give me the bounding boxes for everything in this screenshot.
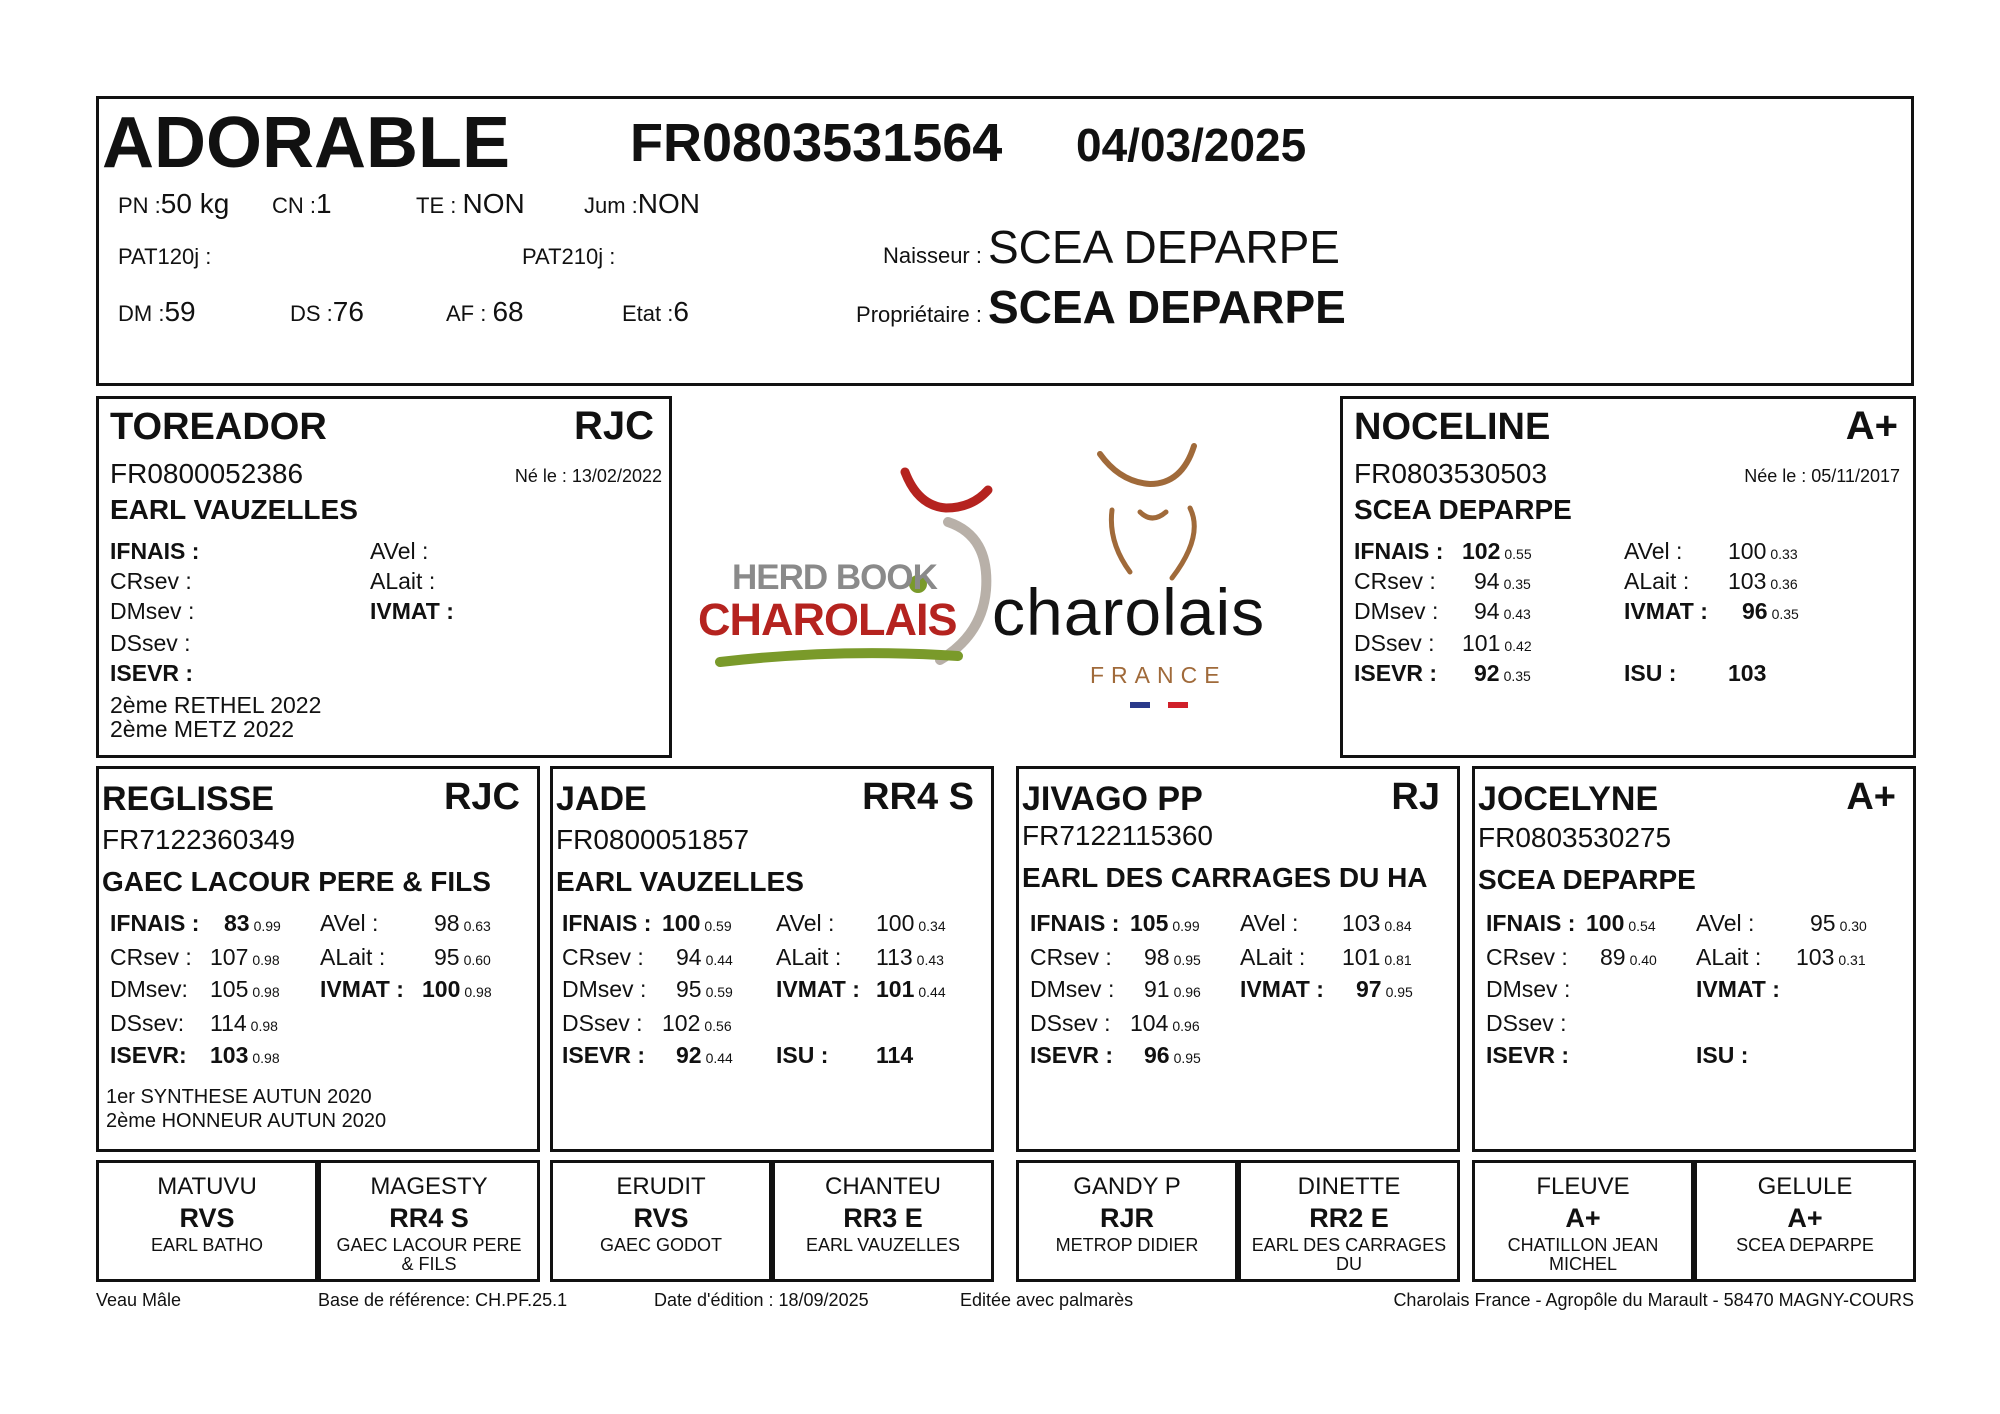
gp-isu-label: ISU : bbox=[776, 1042, 829, 1068]
ggp-grade: RVS bbox=[633, 1203, 689, 1233]
gp-alait-label: ALait : bbox=[776, 944, 842, 970]
gp-ifnais-label: IFNAIS : bbox=[1030, 910, 1120, 936]
gp-ivmat-label: IVMAT : bbox=[776, 976, 860, 1002]
dam-crsev-value: 94 0.35 bbox=[1474, 568, 1531, 594]
gp-crsev-label: CRsev : bbox=[1486, 944, 1568, 970]
gp-avel-label: AVel : bbox=[320, 910, 379, 936]
gp-id: FR7122360349 bbox=[102, 824, 296, 855]
footer-sex: Veau Mâle bbox=[96, 1290, 182, 1310]
dam-ifnais-label: IFNAIS : bbox=[1354, 538, 1444, 564]
dam-dmsev-label: DMsev : bbox=[1354, 598, 1439, 624]
ggp-grade: A+ bbox=[1787, 1203, 1823, 1233]
pn-field: PN :50 kg bbox=[118, 188, 230, 219]
gp-dssev-label: DSsev : bbox=[562, 1010, 643, 1036]
charolais-wordmark: charolais bbox=[992, 575, 1266, 649]
france-wordmark: FRANCE bbox=[1090, 662, 1227, 688]
dam-ivmat-value: 96 0.35 bbox=[1742, 598, 1799, 624]
gp-dmsev-label: DMsev : bbox=[1486, 976, 1571, 1002]
gp-ifnais-label: IFNAIS : bbox=[110, 910, 200, 936]
gp-grade: A+ bbox=[1846, 776, 1896, 818]
gp-isevr-label: ISEVR: bbox=[110, 1042, 187, 1068]
animal-name: ADORABLE bbox=[102, 103, 510, 183]
gp-breeder: EARL VAUZELLES bbox=[556, 866, 804, 897]
herdbook-text-1: HERD BOOK bbox=[732, 558, 937, 597]
ggp-cell bbox=[318, 1160, 540, 1282]
gp-name: REGLISSE bbox=[102, 780, 274, 818]
gp-breeder: EARL DES CARRAGES DU HA bbox=[1022, 862, 1428, 893]
dam-isu-value: 103 bbox=[1728, 660, 1767, 686]
sire-id: FR0800052386 bbox=[110, 458, 304, 489]
ggp-cell bbox=[96, 1160, 318, 1282]
gp-crsev-label: CRsev : bbox=[110, 944, 192, 970]
dam-alait-label: ALait : bbox=[1624, 568, 1690, 594]
gp-palmares-1: 1er SYNTHESE AUTUN 2020 bbox=[106, 1086, 372, 1108]
charolais-france-logo bbox=[990, 432, 1330, 722]
dam-breeder: SCEA DEPARPE bbox=[1354, 494, 1572, 525]
gp-dssev-value: 102 0.56 bbox=[662, 1010, 732, 1036]
ggp-grade: RR2 E bbox=[1309, 1203, 1389, 1233]
sire-isevr-label: ISEVR : bbox=[110, 660, 194, 686]
gp-avel-value: 98 0.63 bbox=[434, 910, 491, 936]
dam-alait-value: 103 0.36 bbox=[1728, 568, 1798, 594]
naisseur-value: SCEA DEPARPE bbox=[988, 221, 1340, 273]
sire-crsev-label: CRsev : bbox=[110, 568, 192, 594]
cn-field: CN :1 bbox=[272, 188, 332, 219]
gp-isu-value: 114 bbox=[876, 1042, 914, 1068]
gp-isevr-value: 96 0.95 bbox=[1144, 1042, 1201, 1068]
flag-blue-bar bbox=[1130, 702, 1150, 708]
ggp-owner: GAEC LACOUR PERE & FILS bbox=[336, 1235, 522, 1274]
ggp-name: GANDY P bbox=[1073, 1173, 1181, 1200]
gp-grade: RJC bbox=[443, 776, 520, 818]
animal-id: FR0803531564 bbox=[630, 113, 1003, 173]
ggp-owner: METROP DIDIER bbox=[1055, 1235, 1199, 1255]
gp-breeder: SCEA DEPARPE bbox=[1478, 864, 1696, 895]
ggp-cell bbox=[550, 1160, 772, 1282]
gp-ivmat-label: IVMAT : bbox=[320, 976, 404, 1002]
gp-ifnais-label: IFNAIS : bbox=[1486, 910, 1576, 936]
gp-dmsev-label: DMsev : bbox=[562, 976, 647, 1002]
gp-alait-label: ALait : bbox=[1696, 944, 1762, 970]
sire-alait-label: ALait : bbox=[370, 568, 436, 594]
gp-avel-label: AVel : bbox=[776, 910, 835, 936]
te-field: TE : NON bbox=[416, 188, 525, 219]
gp-grade: RR4 S bbox=[862, 776, 974, 818]
gp-ifnais-value: 100 0.59 bbox=[662, 910, 732, 936]
ggp-cell bbox=[772, 1160, 994, 1282]
animal-date: 04/03/2025 bbox=[1076, 119, 1307, 171]
sire-grade: RJC bbox=[573, 404, 654, 448]
ggp-owner: EARL VAUZELLES bbox=[805, 1235, 961, 1255]
gp-ivmat-label: IVMAT : bbox=[1240, 976, 1324, 1002]
dam-name: NOCELINE bbox=[1354, 406, 1551, 448]
ggp-grade: RVS bbox=[179, 1203, 235, 1233]
proprietaire-label: Propriétaire : bbox=[856, 302, 982, 327]
dam-dssev-label: DSsev : bbox=[1354, 630, 1435, 656]
dam-grade: A+ bbox=[1845, 404, 1898, 448]
ggp-name: MAGESTY bbox=[370, 1173, 488, 1200]
flag-red-bar bbox=[1168, 702, 1188, 708]
gp-grade: RJ bbox=[1391, 776, 1440, 818]
gp-crsev-label: CRsev : bbox=[562, 944, 644, 970]
gp-ifnais-value: 83 0.99 bbox=[224, 910, 281, 936]
sire-palmares-1: 2ème RETHEL 2022 bbox=[110, 692, 322, 718]
ggp-name: MATUVU bbox=[157, 1173, 257, 1200]
sire-avel-label: AVel : bbox=[370, 538, 429, 564]
ggp-name: ERUDIT bbox=[616, 1173, 706, 1200]
gp-isu-label: ISU : bbox=[1696, 1042, 1749, 1068]
gp-isevr-label: ISEVR : bbox=[1486, 1042, 1570, 1068]
gp-alait-value: 113 0.43 bbox=[876, 944, 944, 970]
gp-breeder: GAEC LACOUR PERE & FILS bbox=[102, 866, 491, 897]
gp-dmsev-value: 105 0.98 bbox=[210, 976, 280, 1002]
gp-dmsev-value: 95 0.59 bbox=[676, 976, 733, 1002]
gp-alait-value: 95 0.60 bbox=[434, 944, 491, 970]
gp-avel-label: AVel : bbox=[1696, 910, 1755, 936]
jum-field: Jum :NON bbox=[584, 188, 701, 219]
gp-alait-value: 101 0.81 bbox=[1342, 944, 1412, 970]
pat210-label: PAT210j : bbox=[522, 244, 616, 269]
gp-ifnais-label: IFNAIS : bbox=[562, 910, 652, 936]
ggp-cell bbox=[1016, 1160, 1238, 1282]
gp-alait-label: ALait : bbox=[1240, 944, 1306, 970]
ggp-name: DINETTE bbox=[1297, 1173, 1401, 1200]
gp-crsev-value: 89 0.40 bbox=[1600, 944, 1657, 970]
pat120-label: PAT120j : bbox=[118, 244, 212, 269]
dam-ifnais-value: 102 0.55 bbox=[1462, 538, 1532, 564]
dam-isu-label: ISU : bbox=[1624, 660, 1677, 686]
ggp-grade: RR4 S bbox=[389, 1203, 469, 1233]
gp-dssev-label: DSsev: bbox=[110, 1010, 185, 1036]
dam-id: FR0803530503 bbox=[1354, 458, 1548, 489]
dam-dmsev-value: 94 0.43 bbox=[1474, 598, 1531, 624]
gp-avel-value: 95 0.30 bbox=[1810, 910, 1867, 936]
dam-avel-label: AVel : bbox=[1624, 538, 1683, 564]
dam-avel-value: 100 0.33 bbox=[1728, 538, 1798, 564]
bull-head-icon bbox=[990, 432, 1330, 582]
gp-avel-value: 103 0.84 bbox=[1342, 910, 1412, 936]
ggp-owner: GAEC GODOT bbox=[599, 1235, 722, 1255]
sire-born: Né le : 13/02/2022 bbox=[514, 466, 662, 486]
gp-isevr-label: ISEVR : bbox=[1030, 1042, 1114, 1068]
ggp-cell bbox=[1694, 1160, 1916, 1282]
ggp-grade: A+ bbox=[1565, 1203, 1601, 1233]
gp-dmsev-label: DMsev : bbox=[1030, 976, 1115, 1002]
gp-id: FR0800051857 bbox=[556, 824, 750, 855]
footer-base: Base de référence: CH.PF.25.1 bbox=[318, 1290, 568, 1310]
dam-ivmat-label: IVMAT : bbox=[1624, 598, 1708, 624]
gp-alait-label: ALait : bbox=[320, 944, 386, 970]
gp-ivmat-value: 100 0.98 bbox=[422, 976, 492, 1002]
gp-crsev-value: 94 0.44 bbox=[676, 944, 733, 970]
ggp-owner: EARL DES CARRAGES DU bbox=[1251, 1235, 1447, 1274]
dam-dssev-value: 101 0.42 bbox=[1462, 630, 1532, 656]
gp-dssev-value: 114 0.98 bbox=[210, 1010, 278, 1036]
gp-avel-value: 100 0.34 bbox=[876, 910, 946, 936]
footer-address: Charolais France - Agropôle du Marault - 58470 MAGNY-COURS bbox=[1393, 1290, 1914, 1310]
dam-isevr-label: ISEVR : bbox=[1354, 660, 1438, 686]
gp-ivmat-value: 101 0.44 bbox=[876, 976, 946, 1002]
ggp-cell bbox=[1238, 1160, 1460, 1282]
af-field: AF : 68 bbox=[446, 296, 524, 327]
gp-dssev-label: DSsev : bbox=[1486, 1010, 1567, 1036]
ggp-name: CHANTEU bbox=[824, 1173, 941, 1200]
gp-avel-label: AVel : bbox=[1240, 910, 1299, 936]
gp-palmares-2: 2ème HONNEUR AUTUN 2020 bbox=[106, 1110, 387, 1132]
ggp-grade: RJR bbox=[1099, 1203, 1154, 1233]
sire-ivmat-label: IVMAT : bbox=[370, 598, 454, 624]
gp-name: JOCELYNE bbox=[1478, 780, 1659, 818]
dm-field: DM :59 bbox=[118, 296, 196, 327]
ggp-grade: RR3 E bbox=[843, 1203, 923, 1233]
herdbook-text-2: CHAROLAIS bbox=[698, 594, 957, 645]
gp-ivmat-label: IVMAT : bbox=[1696, 976, 1780, 1002]
footer-palmares: Editée avec palmarès bbox=[960, 1290, 1134, 1310]
gp-crsev-value: 107 0.98 bbox=[210, 944, 280, 970]
gp-ifnais-value: 100 0.54 bbox=[1586, 910, 1656, 936]
gp-crsev-value: 98 0.95 bbox=[1144, 944, 1201, 970]
gp-ivmat-value: 97 0.95 bbox=[1356, 976, 1413, 1002]
gp-id: FR7122115360 bbox=[1022, 820, 1213, 851]
gp-dmsev-value: 91 0.96 bbox=[1144, 976, 1201, 1002]
gp-alait-value: 103 0.31 bbox=[1796, 944, 1866, 970]
ggp-cell bbox=[1472, 1160, 1694, 1282]
sire-dmsev-label: DMsev : bbox=[110, 598, 195, 624]
gp-id: FR0803530275 bbox=[1478, 822, 1672, 853]
sire-palmares-2: 2ème METZ 2022 bbox=[110, 716, 295, 742]
ggp-owner: CHATILLON JEAN MICHEL bbox=[1507, 1235, 1659, 1274]
sire-ifnais-label: IFNAIS : bbox=[110, 538, 200, 564]
sire-dssev-label: DSsev : bbox=[110, 630, 191, 656]
etat-field: Etat :6 bbox=[622, 296, 689, 327]
gp-dssev-value: 104 0.96 bbox=[1130, 1010, 1200, 1036]
gp-ifnais-value: 105 0.99 bbox=[1130, 910, 1200, 936]
gp-dssev-label: DSsev : bbox=[1030, 1010, 1111, 1036]
footer-edition-date: Date d'édition : 18/09/2025 bbox=[654, 1290, 869, 1310]
ggp-owner: SCEA DEPARPE bbox=[1736, 1235, 1874, 1255]
gp-dmsev-label: DMsev: bbox=[110, 976, 188, 1002]
sire-name: TOREADOR bbox=[110, 406, 327, 448]
ggp-name: FLEUVE bbox=[1536, 1173, 1630, 1200]
gp-isevr-value: 92 0.44 bbox=[676, 1042, 733, 1068]
dam-crsev-label: CRsev : bbox=[1354, 568, 1436, 594]
gp-isevr-value: 103 0.98 bbox=[210, 1042, 280, 1068]
gp-crsev-label: CRsev : bbox=[1030, 944, 1112, 970]
gp-isevr-label: ISEVR : bbox=[562, 1042, 646, 1068]
herdbook-logo bbox=[690, 460, 1010, 680]
dam-born: Née le : 05/11/2017 bbox=[1744, 466, 1900, 486]
ggp-name: GELULE bbox=[1757, 1173, 1853, 1200]
sire-breeder: EARL VAUZELLES bbox=[110, 494, 358, 525]
proprietaire-value: SCEA DEPARPE bbox=[988, 281, 1346, 333]
gp-name: JADE bbox=[556, 780, 647, 818]
gp-name: JIVAGO PP bbox=[1022, 780, 1203, 818]
naisseur-label: Naisseur : bbox=[882, 243, 982, 268]
ggp-owner: EARL BATHO bbox=[150, 1235, 264, 1255]
ds-field: DS :76 bbox=[290, 296, 364, 327]
dam-isevr-value: 92 0.35 bbox=[1474, 660, 1531, 686]
